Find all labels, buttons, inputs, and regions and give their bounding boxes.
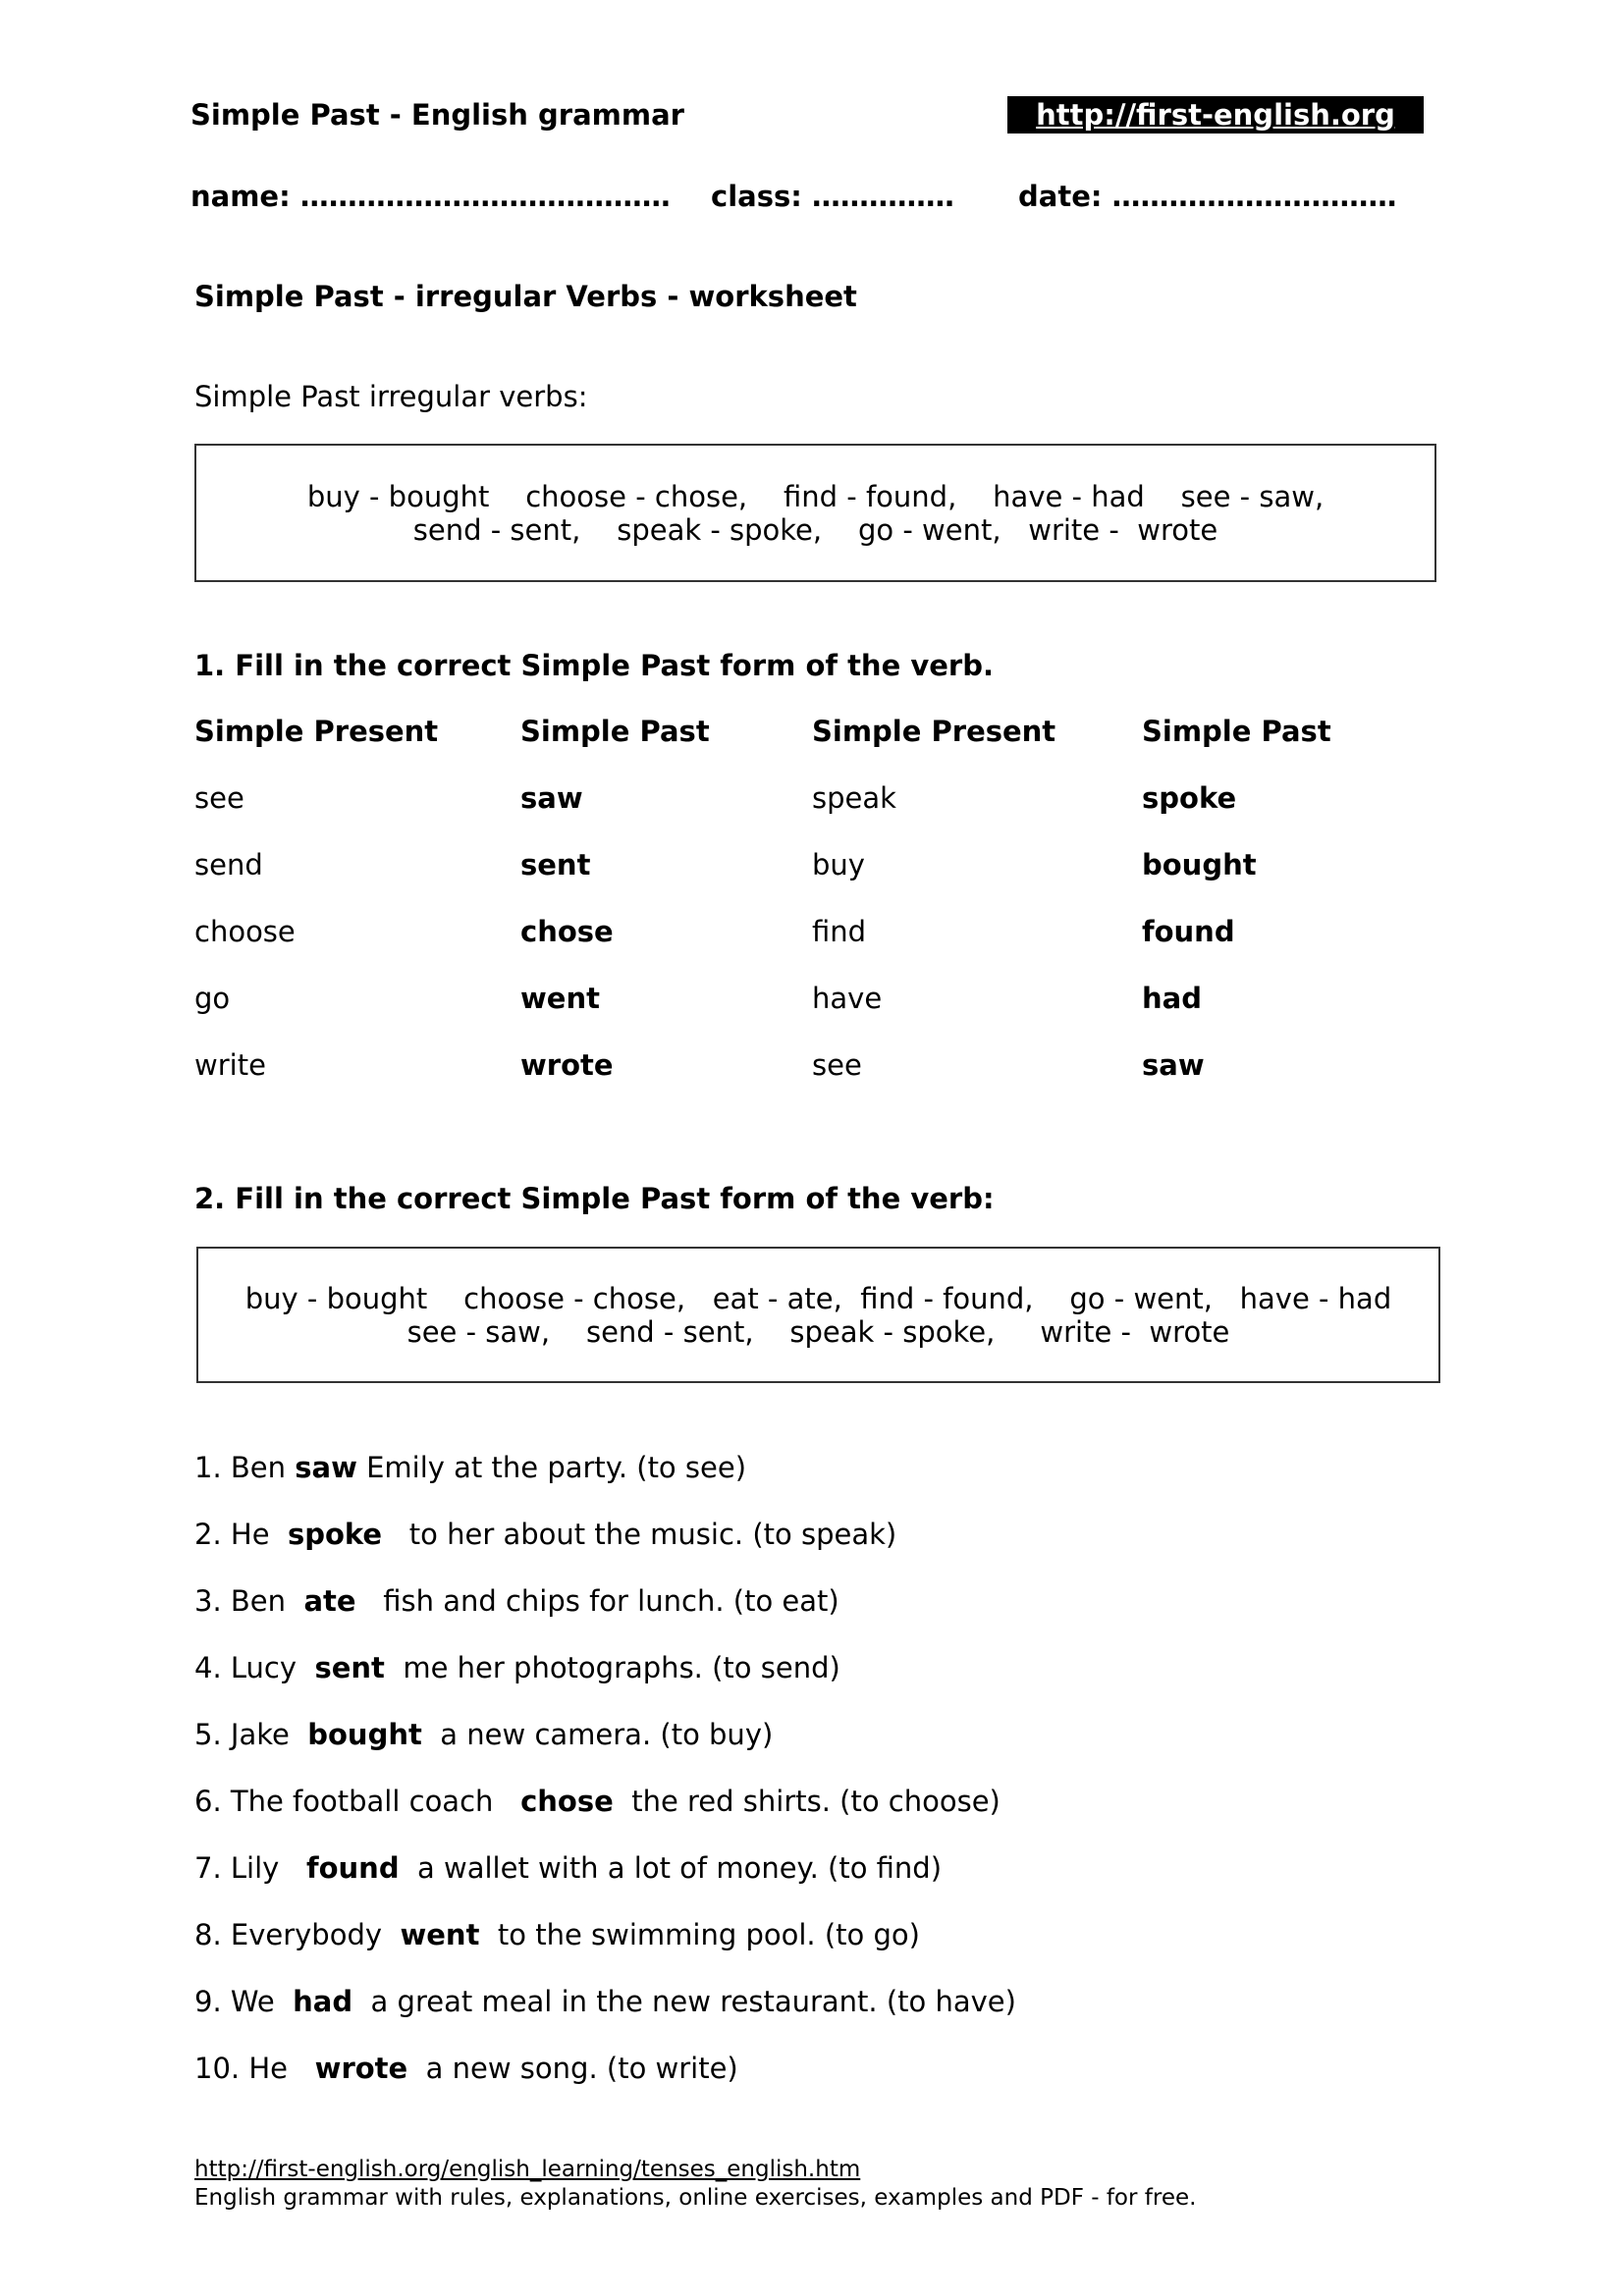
- answer-blank[interactable]: saw: [295, 1451, 357, 1484]
- sentence-item: [194, 1718, 773, 1751]
- sentence-suffix: Emily at the party. (to see): [356, 1451, 747, 1484]
- sentence-item: [194, 1584, 839, 1618]
- answer-blank[interactable]: wrote: [314, 2052, 408, 2085]
- sentence-suffix: fish and chips for lunch. (to eat): [355, 1584, 839, 1618]
- past-form-cell: spoke: [1142, 781, 1237, 815]
- answer-blank[interactable]: chose: [520, 1785, 614, 1818]
- past-form-cell: saw: [1142, 1048, 1205, 1082]
- date-field[interactable]: date: …………………………: [1018, 180, 1397, 213]
- answer-blank[interactable]: ate: [303, 1584, 356, 1618]
- sentence-suffix: to her about the music. (to speak): [382, 1518, 897, 1551]
- sentence-suffix: to the swimming pool. (to go): [479, 1918, 920, 1951]
- verb-list-box: [194, 444, 1436, 582]
- footer-link[interactable]: http://first-english.org/english_learning/tenses_english.htm: [194, 2157, 861, 2182]
- exercise1-title: 1. Fill in the correct Simple Past form of the verb.: [194, 649, 994, 682]
- present-form-cell: speak: [812, 781, 896, 815]
- sentence-prefix: 10. He: [194, 2052, 315, 2085]
- sentence-item: [194, 1851, 942, 1885]
- verb-list-line: buy - bought choose - chose, find - found, have - had see - saw,: [306, 479, 1325, 513]
- past-form-cell: had: [1142, 982, 1202, 1015]
- table-header: Simple Past: [520, 715, 710, 748]
- present-form-cell: go: [194, 982, 231, 1015]
- table-header: Simple Present: [812, 715, 1056, 748]
- sentence-prefix: 6. The football coach: [194, 1785, 521, 1818]
- site-link[interactable]: http://first-english.org: [1007, 96, 1424, 133]
- exercise2-title: 2. Fill in the correct Simple Past form of the verb:: [194, 1182, 995, 1215]
- sentence-item: [194, 1985, 1016, 2018]
- class-field[interactable]: class: ……………: [711, 180, 954, 213]
- sentence-prefix: 8. Everybody: [194, 1918, 401, 1951]
- past-form-cell: went: [520, 982, 600, 1015]
- sentence-suffix: a new camera. (to buy): [421, 1718, 774, 1751]
- verb-list-box-2: [196, 1247, 1440, 1383]
- answer-blank[interactable]: had: [293, 1985, 353, 2018]
- answer-blank[interactable]: bought: [307, 1718, 422, 1751]
- sentence-item: [194, 1518, 896, 1551]
- sentence-item: [194, 2052, 738, 2085]
- answer-blank[interactable]: spoke: [287, 1518, 383, 1551]
- present-form-cell: see: [812, 1048, 862, 1082]
- table-header: Simple Past: [1142, 715, 1331, 748]
- present-form-cell: find: [812, 915, 867, 948]
- present-form-cell: buy: [812, 848, 865, 881]
- answer-blank[interactable]: went: [400, 1918, 480, 1951]
- sentence-item: [194, 1785, 1001, 1818]
- present-form-cell: send: [194, 848, 263, 881]
- sentence-suffix: the red shirts. (to choose): [613, 1785, 1001, 1818]
- sentence-prefix: 4. Lucy: [194, 1651, 315, 1684]
- student-fields: [190, 180, 1397, 213]
- sentence-suffix: a wallet with a lot of money. (to find): [399, 1851, 943, 1885]
- present-form-cell: have: [812, 982, 883, 1015]
- footer-text: English grammar with rules, explanations, online exercises, examples and PDF - for free.: [194, 2185, 1197, 2211]
- answer-blank[interactable]: sent: [314, 1651, 385, 1684]
- present-form-cell: see: [194, 781, 244, 815]
- past-form-cell: saw: [520, 781, 583, 815]
- verb-list-line: send - sent, speak - spoke, go - went, write - wrote: [412, 512, 1218, 547]
- sentence-prefix: 2. He: [194, 1518, 288, 1551]
- present-form-cell: choose: [194, 915, 296, 948]
- past-form-cell: sent: [520, 848, 591, 881]
- sentence-item: [194, 1451, 746, 1484]
- sentence-prefix: 9. We: [194, 1985, 294, 2018]
- past-form-cell: bought: [1142, 848, 1257, 881]
- verbs-label: Simple Past irregular verbs:: [194, 380, 588, 413]
- verb-list-line: see - saw, send - sent, speak - spoke, write - wrote: [406, 1314, 1230, 1349]
- answer-blank[interactable]: found: [305, 1851, 400, 1885]
- sentence-prefix: 5. Jake: [194, 1718, 308, 1751]
- sentence-prefix: 1. Ben: [194, 1451, 296, 1484]
- name-field[interactable]: name: …………………………………: [190, 180, 671, 213]
- sentence-item: [194, 1918, 920, 1951]
- past-form-cell: found: [1142, 915, 1235, 948]
- sentence-prefix: 7. Lily: [194, 1851, 306, 1885]
- sentence-prefix: 3. Ben: [194, 1584, 304, 1618]
- sentence-suffix: a new song. (to write): [407, 2052, 738, 2085]
- table-header: Simple Present: [194, 715, 439, 748]
- sentence-item: [194, 1651, 840, 1684]
- document-title: Simple Past - English grammar: [190, 98, 684, 132]
- sentence-suffix: a great meal in the new restaurant. (to have): [352, 1985, 1016, 2018]
- past-form-cell: wrote: [520, 1048, 614, 1082]
- verb-list-line: buy - bought choose - chose, eat - ate, find - found, go - went, have - had: [244, 1281, 1392, 1315]
- sentence-suffix: me her photographs. (to send): [384, 1651, 840, 1684]
- past-form-cell: chose: [520, 915, 614, 948]
- present-form-cell: write: [194, 1048, 266, 1082]
- worksheet-title: Simple Past - irregular Verbs - worksheet: [194, 280, 857, 313]
